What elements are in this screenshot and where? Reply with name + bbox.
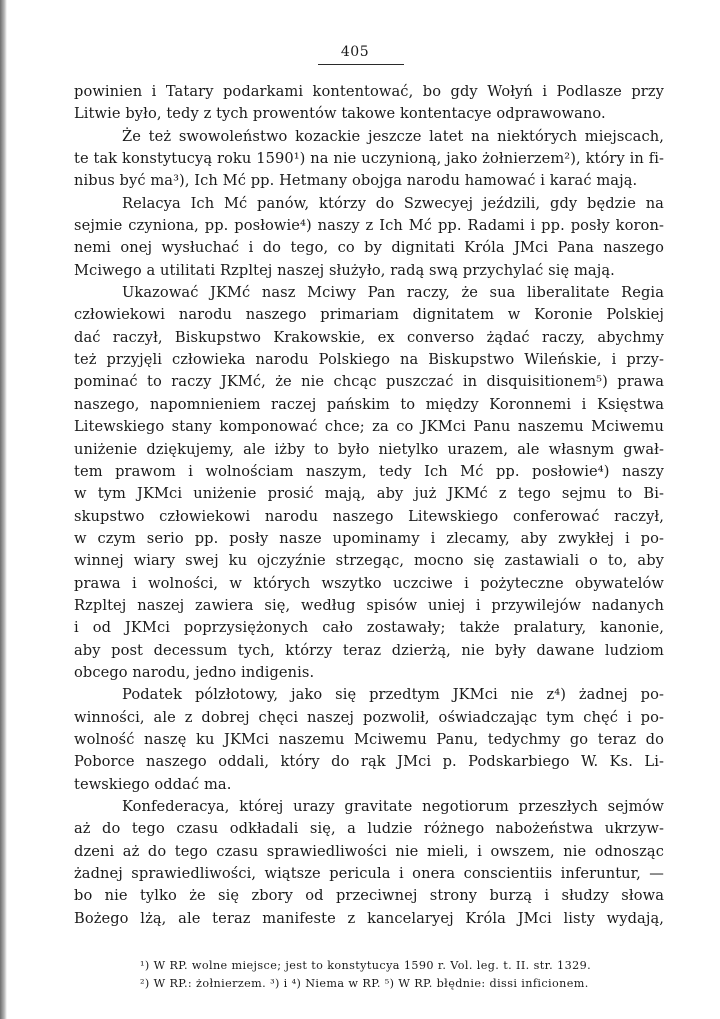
text-line: Litwie było, tedy z tych prowentów takowe kontentacye odprawowano. — [74, 105, 606, 123]
text-line: w tym JKMci uniżenie prosić mają, aby już JKMć z tego sejmu to Bi- — [74, 485, 664, 503]
text-line: sejmie czyniona, pp. posłowie⁴) naszy z Ich Mć pp. Radami i pp. posły koron- — [74, 217, 664, 235]
text-line: winnej wiary swej ku ojczyźnie strzegąc, mocno się zastawiali o to, aby — [74, 552, 664, 570]
text-line: Podatek pólzłotowy, jako się przedtym JKMci nie z⁴) żadnej po- — [122, 686, 664, 704]
text-line: dzeni aż do tego czasu sprawiedliwości nie mieli, i owszem, nie odnosząc — [74, 842, 664, 860]
text-line: nemi onej wysłuchać i do tego, co by dignitati Króla JMci Pana naszego — [74, 239, 664, 257]
footnote: ¹) W RP. wolne miejsce; jest to konstytucya 1590 r. Vol. leg. t. II. str. 1329. — [140, 959, 592, 972]
footnotes — [140, 957, 660, 993]
text-line: pominać to raczy JKMć, że nie chcąc puszczać in disquisitionem⁵) prawa — [74, 373, 664, 391]
text-line: tewskiego oddać ma. — [74, 775, 232, 793]
text-line: skupstwo człowiekowi narodu naszego Litewskiego conferować raczył, — [74, 507, 664, 525]
page-binding-shadow — [0, 0, 7, 1019]
text-line: prawa i wolności, w których wszytko uczciwe i pożyteczne obywatelów — [74, 574, 664, 592]
text-line: naszego, napomnieniem raczej pańskim to między Koronnemi i Księstwa — [74, 395, 664, 413]
body-text — [74, 81, 664, 930]
text-line: Poborce naszego oddali, który do rąk JMci p. Podskarbiego W. Ks. Li- — [74, 753, 664, 771]
text-line: aż do tego czasu odkładali się, a ludzie różnego nabożeństwa ukrzyw- — [74, 820, 664, 838]
text-line: Litewskiego stany komponować chce; za co JKMci Panu naszemu Mciwemu — [74, 418, 664, 436]
text-line: też przyjęli człowieka narodu Polskiego na Biskupstwo Wileńskie, i przy- — [74, 351, 664, 369]
text-line: Ukazować JKMć nasz Mciwy Pan raczy, że sua liberalitate Regia — [122, 284, 664, 302]
text-line: uniżenie dziękujemy, ale iżby to było nietylko urazem, ale własnym gwał- — [74, 440, 664, 458]
text-line: Konfederacya, której urazy gravitate negotiorum przeszłych sejmów — [122, 798, 664, 815]
text-line: te tak konstytucyą roku 1590¹) na nie uczynioną, jako żołnierzem²), który in fi- — [74, 150, 664, 168]
text-line: aby post decessum tych, którzy teraz dzierżą, nie były dawane ludziom — [74, 641, 664, 659]
text-line: Rzpltej naszej zawiera się, według spisów uniej i przywilejów nadanych — [74, 596, 664, 614]
text-line: winności, ale z dobrej chęci naszej pozwolił, oświadczając tym chęć i po- — [74, 708, 664, 726]
text-line: człowiekowi narodu naszego primariam dignitatem w Koronie Polskiej — [74, 306, 664, 324]
footnote: ²) W RP.: żołnierzem. ³) i ⁴) Niema w RP. ⁵) W RP. błędnie: dissi inficionem. — [140, 977, 589, 990]
text-line: żadnej sprawiedliwości, wiątsze pericula i onera conscientiis inferuntur, — — [74, 865, 664, 883]
text-line: Że też swowoleństwo kozackie jeszcze latet na niektórych miejscach, — [122, 127, 664, 145]
text-line: w czym serio pp. posły nasze upominamy i zlecamy, aby zwykłej i po- — [74, 529, 664, 547]
text-line: Relacya Ich Mć panów, którzy do Szwecyej jeździli, gdy będzie na — [122, 194, 664, 212]
page-number-rule — [318, 64, 404, 65]
text-line: i od JKMci poprzysiężonych cało zostawały; także pralatury, kanonie, — [74, 619, 664, 637]
text-line: powinien i Tatary podarkami kontentować, bo gdy Wołyń i Podlasze przy — [74, 83, 664, 100]
text-line: tem prawom i wolnościam naszym, tedy Ich Mć pp. posłowie⁴) naszy — [74, 462, 664, 480]
text-line: nibus być ma³), Ich Mć pp. Hetmany obojga narodu hamować i karać mają. — [74, 172, 638, 190]
text-line: Mciwego a utilitati Rzpltej naszej służyło, radą swą przychylać się mają. — [74, 261, 615, 279]
text-line: dać raczył, Biskupstwo Krakowskie, ex converso żądać raczy, abychmy — [74, 328, 664, 346]
text-line: obcego narodu, jedno indigenis. — [74, 663, 315, 681]
text-line: bo nie tylko że się zbory od przeciwnej strony burzą i słudzy słowa — [74, 887, 664, 905]
text-line: wolność naszę ku JKMci naszemu Mciwemu Panu, tedychmy go teraz do — [74, 730, 664, 748]
text-line: Bożego lżą, ale teraz manifeste z kancelaryej Króla JMci listy wydają, — [74, 909, 664, 927]
page-number: 405 — [340, 44, 370, 60]
